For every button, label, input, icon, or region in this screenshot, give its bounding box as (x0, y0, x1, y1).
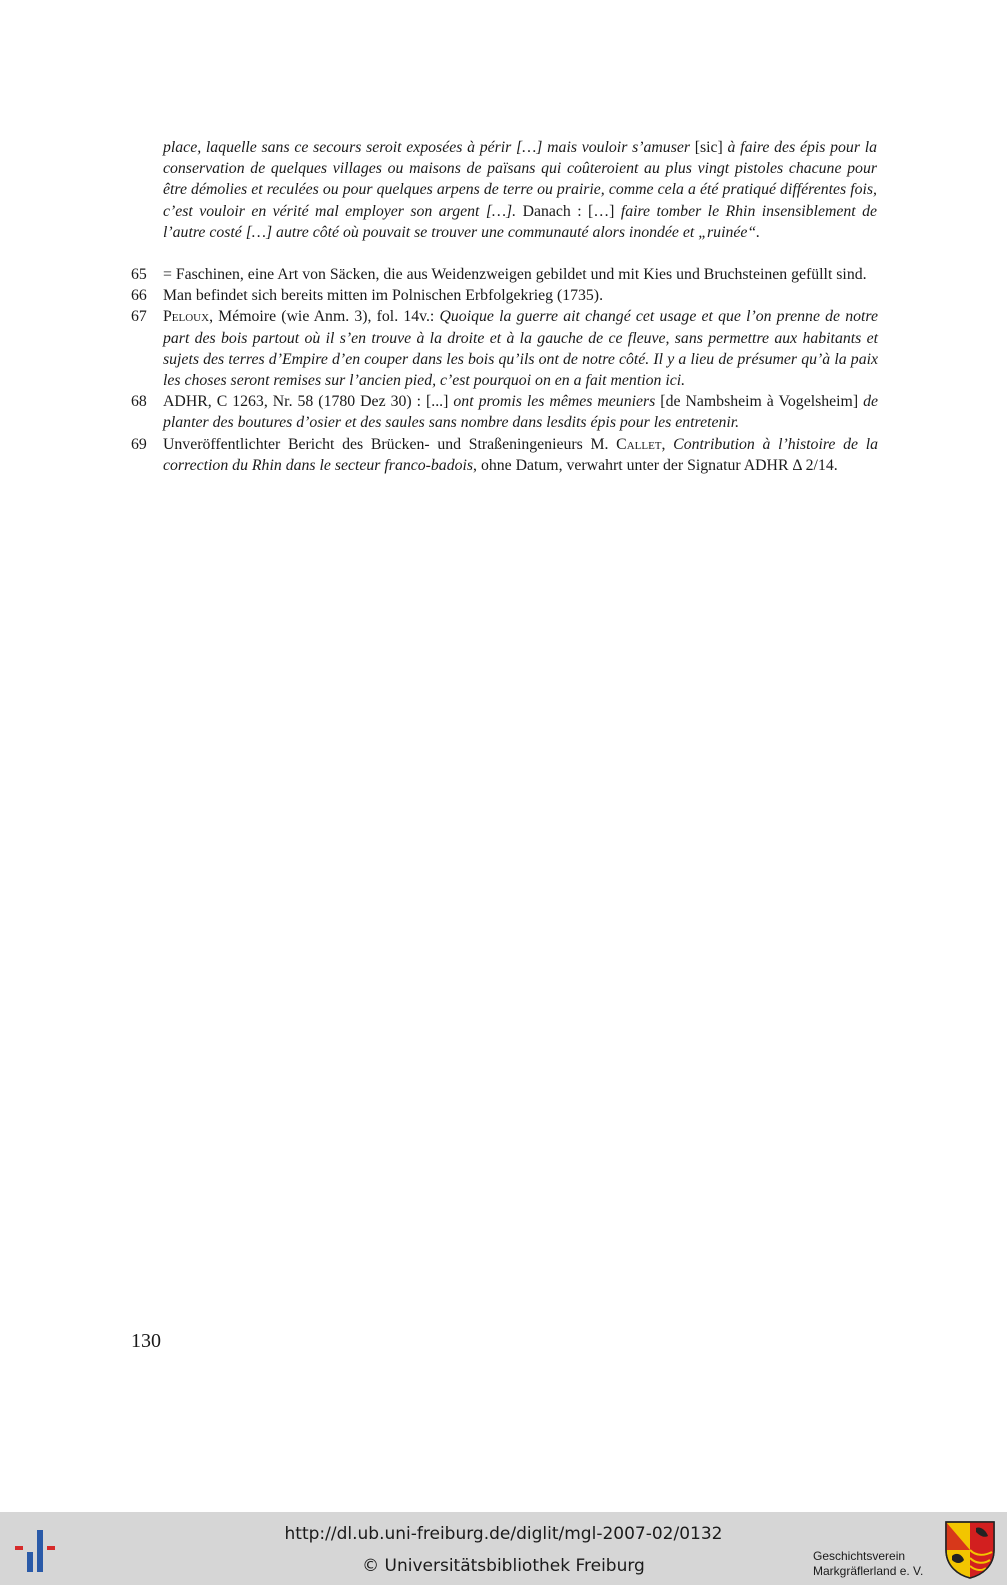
page-number: 130 (131, 1330, 161, 1352)
author-name: Callet (616, 435, 662, 453)
footnote-text: , ohne Datum, verwahrt unter der Signatur ADHR Δ 2/14. (473, 456, 838, 474)
quote-text: place, laquelle sans ce secours seroit exposées à périr […] mais vouloir s’amuser (163, 139, 690, 156)
society-line: Geschichtsverein (813, 1549, 906, 1563)
footnote-number: 68 (131, 393, 147, 411)
footnote-66 (131, 285, 878, 306)
separator-text: , (661, 435, 674, 453)
footnote-ref: , Mémoire (wie Anm. 3), fol. 14v.: (209, 308, 440, 326)
footnote-number: 65 (131, 266, 147, 283)
sic-note: [sic] (690, 139, 728, 156)
footnote-67 (131, 306, 878, 391)
work-title: Contribution à l’histoire de la correction du Rhin dans le secteur franco-badois (163, 435, 878, 474)
author-name: Peloux (163, 308, 210, 326)
footnote-number: 69 (131, 435, 147, 453)
footnote-text: Man befindet sich bereits mitten im Polnischen Erbfolgekrieg (1735). (163, 287, 604, 305)
quote-text: à faire des épis pour la conservation de quelques villages ou maisons de païsans qui coûteroient au plus vingt pistoles chacune pour être démolies et reculées ou pour quelques arpens de terre ou prairie, comme cela a été pratiqué différentes fois, c’est vouloir en vérité mal employer son argent […]. (163, 139, 878, 220)
footnote-number: 67 (131, 308, 147, 326)
society-line: Markgräflerland e. V. (813, 1564, 924, 1578)
quote-text: faire tomber le Rhin insensiblement de l’autre costé […] autre côté où pouvait se trouver une communauté alors inondée et „ruinée“. (163, 202, 878, 241)
insert-text: [de Nambsheim à Vogelsheim] (655, 393, 864, 411)
copyright-text: © Universitätsbibliothek Freiburg (362, 1556, 645, 1576)
footnote-text: = Faschinen, eine Art von Säcken, die aus Weidenzweigen gebildet und mit Kies und Bruchsteinen gefüllt sind. (163, 266, 867, 283)
document-url-link[interactable]: http://dl.ub.uni-freiburg.de/diglit/mgl-2007-02/0132 (284, 1524, 723, 1544)
quote-text: Quoique la guerre ait changé cet usage et que l’on prenne de notre part des bois partout où il s’en trouve à la droite et à la gauche de ce fleuve, sans permettre aux habitants et sujets des terres d’Empire d’en couper dans les bois qu’ils ont de notre côté. Il y a lieu de présumer qu’à la paix les choses seront remises sur l’ancien pied, c’est pourquoi on en a fait mention ici. (163, 308, 878, 390)
footnote-text: Unveröffentlichter Bericht des Brücken- und Straßeningenieurs M. (163, 435, 617, 453)
footnote-continuation (163, 137, 877, 243)
quote-text: de planter des boutures d’osier et des saules sans nombre dans lesdits épis pour les entretenir. (163, 393, 879, 432)
footnote-65 (131, 264, 878, 285)
society-name (813, 1549, 923, 1579)
footnote-ref: ADHR, C 1263, Nr. 58 (1780 Dez 30) : [...] (163, 393, 454, 411)
quote-text: ont promis les mêmes meuniers (453, 393, 656, 411)
footnote-number: 66 (131, 287, 147, 305)
danach-text: Danach : […] (516, 202, 621, 220)
footnote-69 (131, 434, 878, 476)
footnote-list (131, 264, 878, 476)
footnote-68 (131, 391, 878, 433)
coat-of-arms-icon (944, 1520, 996, 1580)
